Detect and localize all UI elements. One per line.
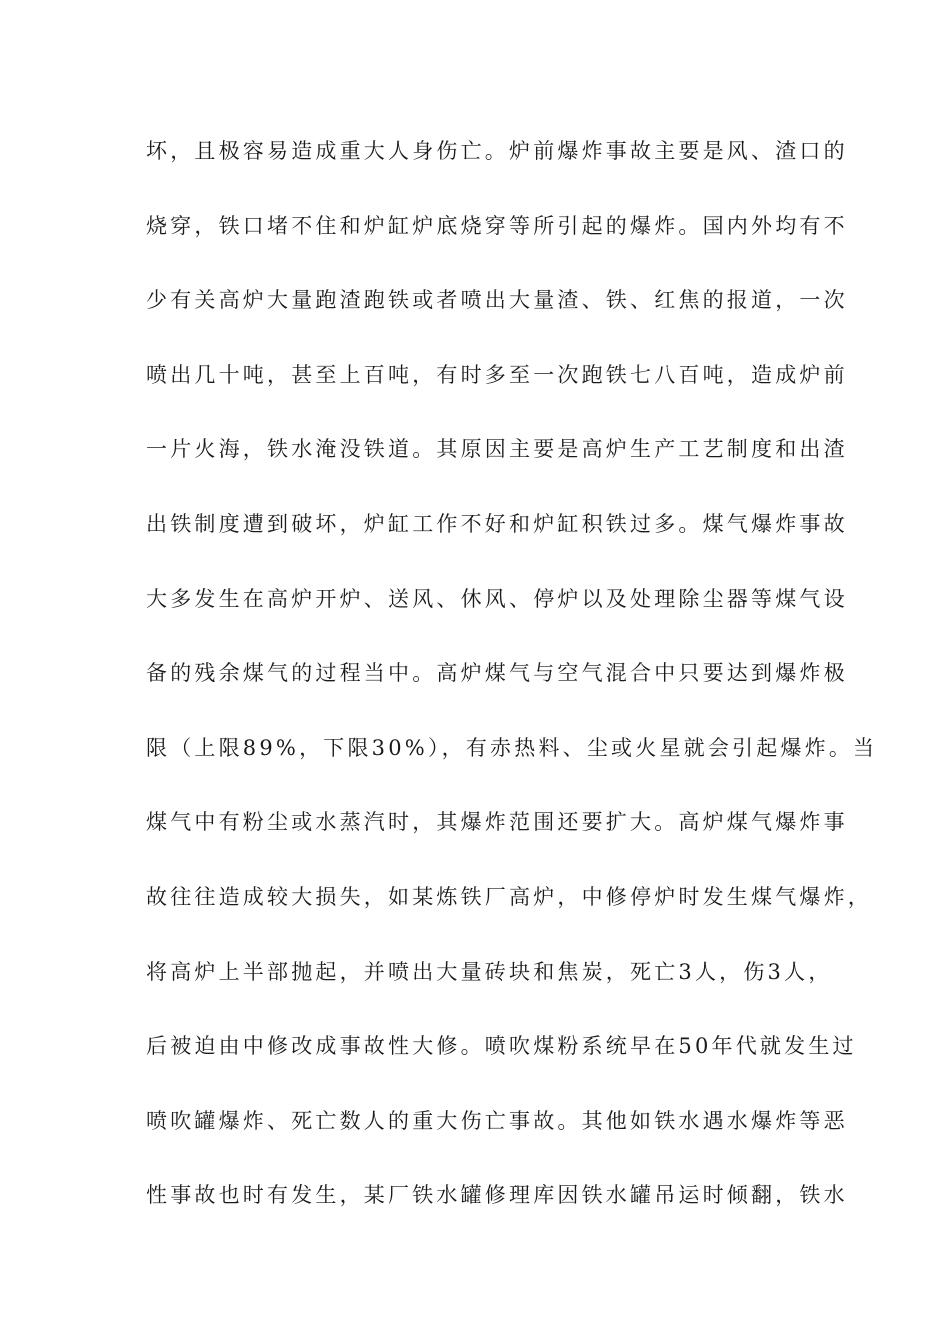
text-line: 喷出几十吨，甚至上百吨，有时多至一次跑铁七八百吨，造成炉前 [146, 362, 848, 387]
text-line: 备的残余煤气的过程当中。高炉煤气与空气混合中只要达到爆炸极 [146, 661, 848, 686]
text-line: 少有关高炉大量跑渣跑铁或者喷出大量渣、铁、红焦的报道，一次 [146, 288, 848, 313]
text-line: 限（上限89%，下限30%），有赤热料、尘或火星就会引起爆炸。当 [146, 735, 878, 760]
text-line: 故往往造成较大损失，如某炼铁厂高炉，中修停炉时发生煤气爆炸， [146, 884, 872, 909]
body-text [146, 128, 878, 1247]
text-line: 性事故也时有发生，某厂铁水罐修理库因铁水罐吊运时倾翻，铁水 [146, 1183, 848, 1208]
text-line: 煤气中有粉尘或水蒸汽时，其爆炸范围还要扩大。高炉煤气爆炸事 [146, 810, 848, 835]
text-line: 后被迫由中修改成事故性大修。喷吹煤粉系统早在50年代就发生过 [146, 1034, 857, 1059]
text-line: 烧穿，铁口堵不住和炉缸炉底烧穿等所引起的爆炸。国内外均有不 [146, 213, 848, 238]
text-line: 大多发生在高炉开炉、送风、休风、停炉以及处理除尘器等煤气设 [146, 586, 848, 611]
text-line: 出铁制度遭到破坏，炉缸工作不好和炉缸积铁过多。煤气爆炸事故 [146, 511, 848, 536]
text-line: 一片火海，铁水淹没铁道。其原因主要是高炉生产工艺制度和出渣 [146, 437, 848, 462]
text-line: 喷吹罐爆炸、死亡数人的重大伤亡事故。其他如铁水遇水爆炸等恶 [146, 1108, 848, 1133]
text-line: 坏，且极容易造成重大人身伤亡。炉前爆炸事故主要是风、渣口的 [146, 139, 848, 163]
text-line: 将高炉上半部抛起，并喷出大量砖块和焦炭，死亡3人，伤3人， [146, 959, 833, 984]
